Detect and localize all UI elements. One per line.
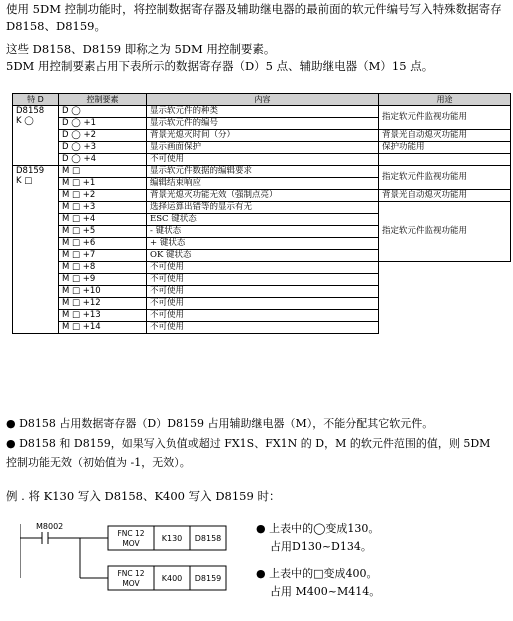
table-row-content: 背景光熄灭功能无效（强制点亮） — [147, 190, 379, 202]
table-row-content: 不可使用 — [147, 298, 379, 310]
table-row-elem: D ◯ — [59, 106, 147, 118]
note-1: ● 上表中的◯变成130。 — [256, 522, 380, 535]
table-row-elem: M □ +13 — [59, 310, 147, 322]
dest-2: D8159 — [194, 574, 222, 583]
table-row-elem: M □ +9 — [59, 274, 147, 286]
d8159-label: D8159 — [16, 166, 45, 176]
header-content: 内容 — [147, 94, 379, 106]
bullet-2: ● D8158 和 D8159，如果写入负值或超过 FX1S、FX1N 的 D，M 的软元件范围的值，则 5DM — [6, 437, 491, 450]
table-row-elem: M □ +12 — [59, 298, 147, 310]
table-row-content: 背景光熄灭时间（分） — [147, 130, 379, 142]
table-row-content: OK 键状态 — [147, 250, 379, 262]
header-special-d: 特 D — [13, 94, 59, 106]
contact-label: M8002 — [36, 522, 64, 531]
d8158-label: D8158 — [16, 106, 45, 116]
source-2: K400 — [161, 574, 183, 583]
table-row-elem: M □ +5 — [59, 226, 147, 238]
use-cell: 背景光自动熄灭功能用 — [379, 190, 511, 202]
table-row-content: 不可使用 — [147, 310, 379, 322]
table-row-elem: M □ +6 — [59, 238, 147, 250]
intro-line-2: D8158、D8159。 — [6, 19, 106, 33]
example-title: 例 . 将 K130 写入 D8158、K400 写入 D8159 时： — [6, 489, 281, 503]
table-row-elem: D ◯ +4 — [59, 154, 147, 166]
table-row-content: 不可使用 — [147, 322, 379, 334]
use-cell: 指定软元件监视功能用 — [379, 106, 511, 130]
table-row-elem: D ◯ +2 — [59, 130, 147, 142]
dest-1: D8158 — [194, 534, 222, 543]
table-row-content: ESC 键状态 — [147, 214, 379, 226]
table-row-content: 不可使用 — [147, 154, 379, 166]
fnc-label-1: FNC 12 — [117, 529, 145, 538]
table-row-elem: M □ +1 — [59, 178, 147, 190]
table-row-elem: M □ +14 — [59, 322, 147, 334]
header-use: 用途 — [379, 94, 511, 106]
mov-label-2: MOV — [122, 579, 140, 588]
intro-line-3: 这些 D8158、D8159 即称之为 5DM 用控制要素。 — [6, 42, 276, 56]
table-row-elem: M □ +3 — [59, 202, 147, 214]
d8159-k-label: K □ — [16, 176, 33, 186]
table-row-content: 不可使用 — [147, 274, 379, 286]
table-row-elem: M □ +8 — [59, 262, 147, 274]
d8159-cell — [13, 166, 59, 334]
intro-line-1: 使用 5DM 控制功能时，将控制数据寄存器及辅助继电器的最前面的软元件编号写入特殊数据寄存 — [6, 2, 502, 16]
use-cell: 保护功能用 — [379, 142, 511, 154]
note-2: ● 上表中的□变成400。 — [256, 567, 378, 580]
table-row-content: 选择运算出错等的显示有无 — [147, 202, 379, 214]
d8158-k-label: K ◯ — [16, 116, 34, 126]
table-row-content: 显示软元件数据的编辑要求 — [147, 166, 379, 178]
d8158-cell — [13, 106, 59, 166]
use-cell: 指定软元件监视功能用 — [379, 166, 511, 190]
table-row-content: 显示软元件的编号 — [147, 118, 379, 130]
table-row-content: 不可使用 — [147, 286, 379, 298]
table-row-elem: M □ +7 — [59, 250, 147, 262]
table-row-content: 显示画面保护 — [147, 142, 379, 154]
table-row-elem: D ◯ +1 — [59, 118, 147, 130]
table-row-content: 编辑结束响应 — [147, 178, 379, 190]
bullet-1: ● D8158 占用数据寄存器（D）D8159 占用辅助继电器（M），不能分配其它软元件。 — [6, 417, 434, 430]
note-2-detail: 占用 M400~M414。 — [270, 585, 381, 598]
table-row-elem: D ◯ +3 — [59, 142, 147, 154]
fnc-label-2: FNC 12 — [117, 569, 145, 578]
use-cell: 指定软元件监视功能用 — [379, 202, 511, 262]
source-1: K130 — [161, 534, 183, 543]
table-row-content: 不可使用 — [147, 262, 379, 274]
table-row-content: + 键状态 — [147, 238, 379, 250]
table-row-content: - 键状态 — [147, 226, 379, 238]
mov-label-1: MOV — [122, 539, 140, 548]
table-row-elem: M □ — [59, 166, 147, 178]
bullet-2-cont: 控制功能无效（初始值为 -1，无效）。 — [6, 456, 191, 469]
use-cell: 背景光自动熄灭功能用 — [379, 130, 511, 142]
use-cell-empty — [379, 262, 511, 334]
control-element-table — [12, 93, 511, 334]
intro-line-4: 5DM 用控制要素占用下表所示的数据寄存器（D）5 点、辅助继电器（M）15 点。 — [6, 59, 434, 73]
table-row-elem: M □ +10 — [59, 286, 147, 298]
table-row-elem: M □ +4 — [59, 214, 147, 226]
use-cell-empty — [379, 154, 511, 166]
header-control-element: 控制要素 — [59, 94, 147, 106]
table-row-elem: M □ +2 — [59, 190, 147, 202]
ladder-diagram — [20, 518, 280, 598]
note-1-detail: 占用D130~D134。 — [270, 540, 372, 553]
table-row-content: 显示软元件的种类 — [147, 106, 379, 118]
